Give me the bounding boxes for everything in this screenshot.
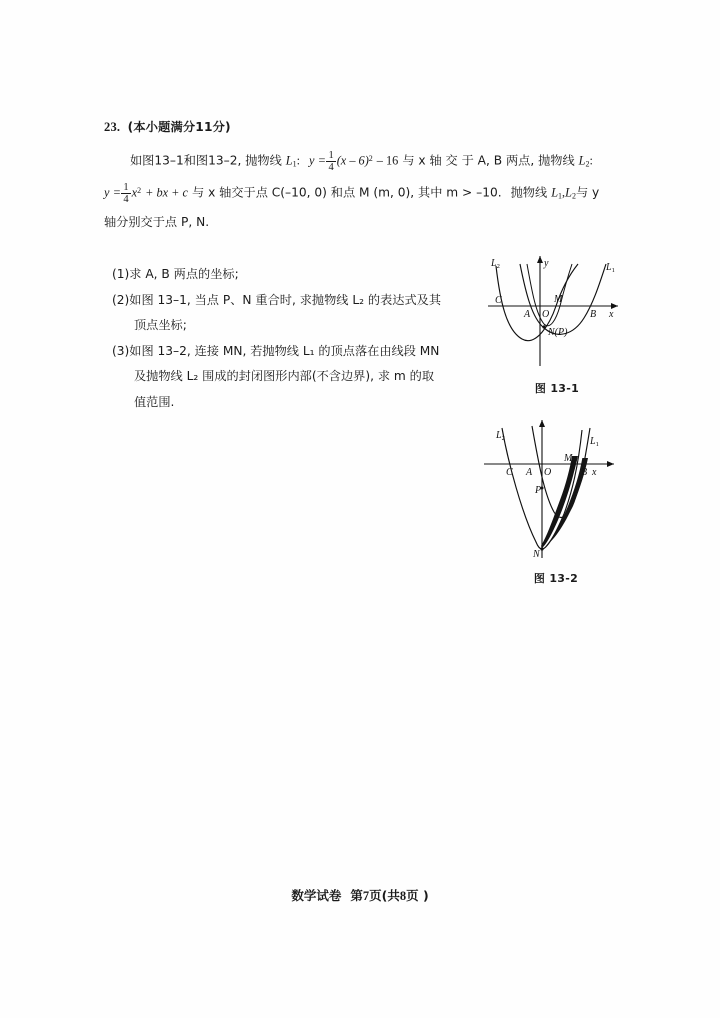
eq1-equals: = <box>318 153 326 168</box>
label-axis-x: x <box>609 309 614 320</box>
curve-l2-label: L <box>578 153 586 168</box>
label-l1: $L_1$ <box>606 262 615 274</box>
footer-page-prefix: 第 <box>350 888 363 903</box>
eq2-y: y <box>104 185 110 200</box>
eq1-y: y <box>309 153 315 168</box>
stem-comma: , <box>562 185 566 200</box>
stem-text-c: 与 x 轴交于点 C(–10, 0) 和点 M (m, 0), 其中 m > –10. <box>192 185 502 200</box>
label-point-c: C <box>495 295 502 306</box>
label-point-n: N <box>533 549 540 560</box>
label-point-c: C <box>506 467 513 478</box>
eq2-frac-denominator: 4 <box>123 193 129 205</box>
question-3-marker: (3) <box>112 343 130 358</box>
eq2-linear-terms: + bx + c <box>145 185 189 200</box>
label-point-m: M <box>554 294 563 305</box>
figure-13-2-graphic <box>480 418 632 568</box>
problem-stem <box>104 146 644 235</box>
footer-total-number: 8 <box>399 889 407 903</box>
question-item-3 <box>112 339 482 416</box>
figure-13-1-graphic <box>482 248 632 378</box>
eq1-frac-numerator: 1 <box>328 149 334 161</box>
label-l2: $L_2$ <box>496 430 505 442</box>
problem-marks: (本小题满分11分) <box>127 120 231 134</box>
eq2-fraction <box>121 182 130 205</box>
problem-block <box>104 118 644 235</box>
label-axis-x: x <box>592 467 597 478</box>
stem-text-b: 与 x 轴 交 于 A, B 两点, 抛物线 <box>402 153 575 168</box>
question-1-line-1: 求 A, B 两点的坐标; <box>129 267 239 281</box>
question-2-line-2: 顶点坐标; <box>134 318 187 332</box>
footer-subject: 数学试卷 <box>291 888 342 903</box>
eq1-frac-denominator: 4 <box>328 162 334 174</box>
curve-l1 <box>520 264 606 334</box>
footer-total-unit: 页 ) <box>406 888 429 903</box>
question-list <box>112 262 482 415</box>
point-n-p-marker <box>542 325 545 328</box>
stem-l2-ref: L <box>565 185 572 200</box>
label-axis-y: y <box>544 258 549 269</box>
eq1-power: 2 <box>368 154 373 163</box>
stem-text-f: 轴分别交于点 P, N. <box>104 215 210 230</box>
label-origin: O <box>542 309 550 320</box>
x-axis-arrow <box>607 461 614 467</box>
question-3-line-1: 如图 13–2, 连接 MN, 若抛物线 L₁ 的顶点落在由线段 MN <box>129 343 440 358</box>
stem-text-d: 抛物线 <box>510 185 548 200</box>
stem-colon-1: : <box>296 153 301 168</box>
y-axis-arrow <box>537 256 543 263</box>
curve-l2-inner-branch <box>527 264 572 326</box>
label-point-a: A <box>526 467 533 478</box>
label-point-b: B <box>590 309 597 320</box>
question-3-line-3: 值范围. <box>134 394 175 409</box>
eq2-x: x <box>131 185 138 200</box>
stem-text-e: 与 y <box>575 185 600 200</box>
eq2-power: 2 <box>137 185 142 195</box>
label-point-np: N(P) <box>548 327 568 338</box>
footer-total-open: (共 <box>381 888 400 903</box>
problem-number: 23. <box>104 120 121 134</box>
point-n-marker <box>540 547 543 550</box>
stem-line-3 <box>104 209 644 235</box>
eq2-equals: = <box>113 185 121 200</box>
question-item-1 <box>112 262 482 288</box>
label-point-b: B <box>581 467 588 478</box>
label-l2: $L_2$ <box>491 258 500 270</box>
stem-line-1 <box>104 146 644 178</box>
label-l1: $L_1$ <box>590 436 599 448</box>
figure-13-2-caption: 图 13-2 <box>533 572 579 585</box>
footer-page-unit: 页 <box>369 888 382 903</box>
figure-13-1-caption: 图 13-1 <box>534 382 580 395</box>
label-point-p: P <box>535 485 542 496</box>
question-1-marker: (1) <box>112 267 130 281</box>
curve-l1-sub: 1 <box>292 159 297 169</box>
problem-heading <box>104 118 644 135</box>
stem-l2-ref-sub: 2 <box>571 191 576 201</box>
curve-l2-sub: 2 <box>585 159 590 169</box>
label-origin: O <box>544 467 552 478</box>
question-2-marker: (2) <box>112 292 130 307</box>
figure-13-2 <box>480 418 632 586</box>
question-item-2 <box>112 288 482 339</box>
question-3-line-2: 及抛物线 L₂ 围成的封闭图形内部(不含边界), 求 m 的取 <box>134 369 435 383</box>
page-footer <box>0 886 720 904</box>
eq1-constant: – 16 <box>376 153 399 168</box>
curve-l1-label: L <box>285 153 293 168</box>
label-point-m: M <box>564 453 573 464</box>
stem-l1-ref: L <box>551 185 559 200</box>
stem-l1-ref-sub: 1 <box>558 191 563 201</box>
eq2-frac-numerator: 1 <box>123 181 129 193</box>
eq1-binomial: (x – 6) <box>336 153 369 168</box>
stem-line-2 <box>104 178 644 210</box>
label-point-a: A <box>524 309 531 320</box>
question-2-line-1: 如图 13–1, 当点 P、N 重合时, 求抛物线 L₂ 的表达式及其 <box>129 292 442 307</box>
footer-page-number: 7 <box>362 889 370 903</box>
figure-13-1 <box>482 248 632 396</box>
y-axis-arrow <box>539 420 545 427</box>
eq1-fraction <box>326 150 335 173</box>
stem-colon-2: : <box>589 153 593 168</box>
stem-text-a: 如图13–1和图13–2, 抛物线 <box>130 153 282 168</box>
